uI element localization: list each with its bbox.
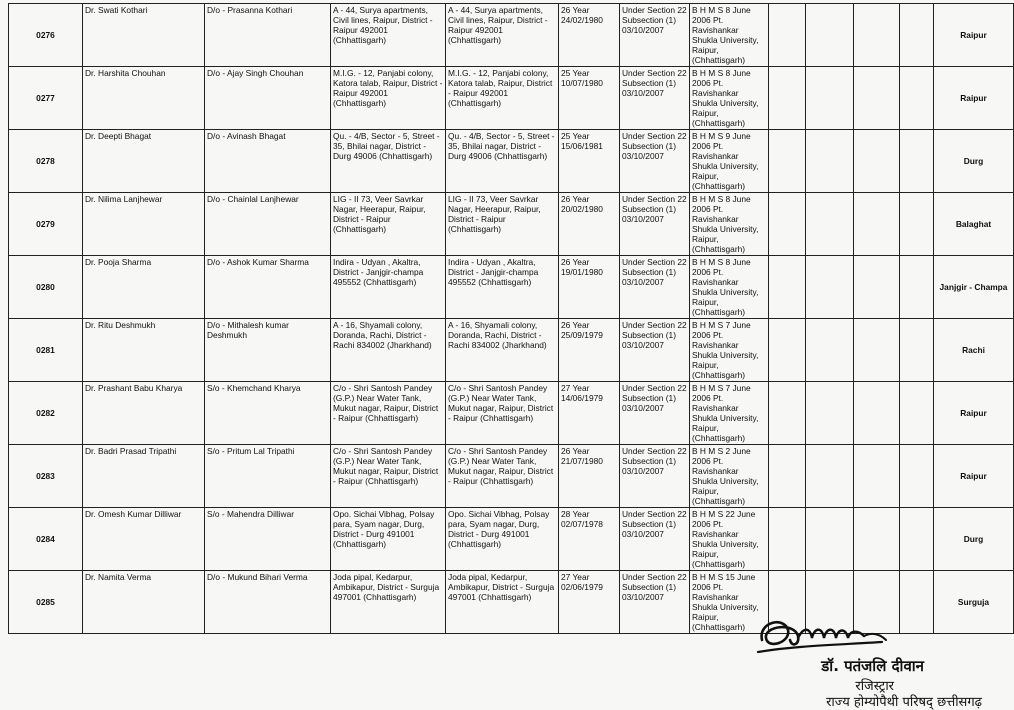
permanent-address: A - 44, Surya apartments, Civil lines, Raipur, District - Raipur 492001 (Chhattisgarh) xyxy=(331,4,446,67)
blank-cell xyxy=(854,382,900,445)
age-dob: 25 Year 15/06/1981 xyxy=(559,130,620,193)
register-table xyxy=(8,3,1014,634)
blank-cell xyxy=(806,4,854,67)
permanent-address: LIG - II 73, Veer Savrkar Nagar, Heerapur, Raipur, District - Raipur (Chhattisgarh) xyxy=(331,193,446,256)
section-date: Under Section 22 Subsection (1) 03/10/2007 xyxy=(620,571,690,634)
section-date: Under Section 22 Subsection (1) 03/10/2007 xyxy=(620,382,690,445)
blank-cell xyxy=(769,445,806,508)
practitioner-name: Dr. Omesh Kumar Dilliwar xyxy=(83,508,205,571)
district: Raipur xyxy=(934,67,1014,130)
blank-cell xyxy=(769,319,806,382)
permanent-address: M.I.G. - 12, Panjabi colony, Katora talab, Raipur, District - Raipur 492001 (Chhattisgarh) xyxy=(331,67,446,130)
blank-cell xyxy=(854,508,900,571)
permanent-address: C/o - Shri Santosh Pandey (G.P.) Near Water Tank, Mukut nagar, Raipur, District - Raipur (Chhattisgarh) xyxy=(331,445,446,508)
reg-number: 0284 xyxy=(9,508,83,571)
section-date: Under Section 22 Subsection (1) 03/10/2007 xyxy=(620,67,690,130)
table-row xyxy=(9,67,1014,130)
table-row xyxy=(9,508,1014,571)
reg-number: 0282 xyxy=(9,382,83,445)
district: Janjgir - Champa xyxy=(934,256,1014,319)
blank-cell xyxy=(769,67,806,130)
relation: D/o - Chainlal Lanjhewar xyxy=(205,193,331,256)
blank-cell xyxy=(900,319,934,382)
blank-cell xyxy=(854,130,900,193)
practitioner-name: Dr. Prashant Babu Kharya xyxy=(83,382,205,445)
relation: D/o - Ajay Singh Chouhan xyxy=(205,67,331,130)
blank-cell xyxy=(806,445,854,508)
reg-number: 0285 xyxy=(9,571,83,634)
blank-cell xyxy=(854,256,900,319)
relation: D/o - Ashok Kumar Sharma xyxy=(205,256,331,319)
blank-cell xyxy=(900,256,934,319)
age-dob: 25 Year 10/07/1980 xyxy=(559,67,620,130)
age-dob: 26 Year 20/02/1980 xyxy=(559,193,620,256)
reg-number: 0278 xyxy=(9,130,83,193)
table-row xyxy=(9,130,1014,193)
present-address: C/o - Shri Santosh Pandey (G.P.) Near Water Tank, Mukut nagar, Raipur, District - Raipur (Chhattisgarh) xyxy=(446,445,559,508)
blank-cell xyxy=(900,67,934,130)
reg-number: 0276 xyxy=(9,4,83,67)
registrar-name: डॉ. पतंजलि दीवान xyxy=(821,657,924,675)
qualification: B H M S 8 June 2006 Pt. Ravishankar Shukla University, Raipur, (Chhattisgarh) xyxy=(690,256,769,319)
reg-number: 0281 xyxy=(9,319,83,382)
relation: D/o - Prasanna Kothari xyxy=(205,4,331,67)
district: Surguja xyxy=(934,571,1014,634)
permanent-address: Qu. - 4/B, Sector - 5, Street - 35, Bhilai nagar, District - Durg 49006 (Chhattisgarh) xyxy=(331,130,446,193)
practitioner-name: Dr. Ritu Deshmukh xyxy=(83,319,205,382)
qualification: B H M S 9 June 2006 Pt. Ravishankar Shukla University, Raipur, (Chhattisgarh) xyxy=(690,130,769,193)
present-address: Joda pipal, Kedarpur, Ambikapur, District - Surguja 497001 (Chhattisgarh) xyxy=(446,571,559,634)
blank-cell xyxy=(769,4,806,67)
relation: S/o - Pritum Lal Tripathi xyxy=(205,445,331,508)
present-address: Qu. - 4/B, Sector - 5, Street - 35, Bhilai nagar, District - Durg 49006 (Chhattisgarh) xyxy=(446,130,559,193)
age-dob: 26 Year 19/01/1980 xyxy=(559,256,620,319)
qualification: B H M S 7 June 2006 Pt. Ravishankar Shukla University, Raipur, (Chhattisgarh) xyxy=(690,319,769,382)
district: Durg xyxy=(934,508,1014,571)
present-address: M.I.G. - 12, Panjabi colony, Katora talab, Raipur, District - Raipur 492001 (Chhattisgarh) xyxy=(446,67,559,130)
blank-cell xyxy=(769,508,806,571)
section-date: Under Section 22 Subsection (1) 03/10/2007 xyxy=(620,193,690,256)
blank-cell xyxy=(806,67,854,130)
practitioner-name: Dr. Pooja Sharma xyxy=(83,256,205,319)
age-dob: 26 Year 25/09/1979 xyxy=(559,319,620,382)
district: Raipur xyxy=(934,382,1014,445)
practitioner-name: Dr. Badri Prasad Tripathi xyxy=(83,445,205,508)
age-dob: 27 Year 14/06/1979 xyxy=(559,382,620,445)
blank-cell xyxy=(769,193,806,256)
blank-cell xyxy=(900,130,934,193)
blank-cell xyxy=(854,445,900,508)
registrar-title: रजिस्ट्रार xyxy=(855,679,894,694)
blank-cell xyxy=(806,508,854,571)
relation: D/o - Mithalesh kumar Deshmukh xyxy=(205,319,331,382)
present-address: Opo. Sichai Vibhag, Polsay para, Syam nagar, Durg, District - Durg 491001 (Chhattisgarh) xyxy=(446,508,559,571)
reg-number: 0280 xyxy=(9,256,83,319)
present-address: C/o - Shri Santosh Pandey (G.P.) Near Water Tank, Mukut nagar, Raipur, District - Raipur (Chhattisgarh) xyxy=(446,382,559,445)
blank-cell xyxy=(900,382,934,445)
blank-cell xyxy=(854,319,900,382)
section-date: Under Section 22 Subsection (1) 03/10/2007 xyxy=(620,445,690,508)
table-row xyxy=(9,445,1014,508)
practitioner-name: Dr. Harshita Chouhan xyxy=(83,67,205,130)
blank-cell xyxy=(806,130,854,193)
age-dob: 26 Year 21/07/1980 xyxy=(559,445,620,508)
blank-cell xyxy=(900,508,934,571)
table-row xyxy=(9,4,1014,67)
qualification: B H M S 8 June 2006 Pt. Ravishankar Shukla University, Raipur, (Chhattisgarh) xyxy=(690,67,769,130)
blank-cell xyxy=(900,193,934,256)
practitioner-name: Dr. Deepti Bhagat xyxy=(83,130,205,193)
age-dob: 28 Year 02/07/1978 xyxy=(559,508,620,571)
table-row xyxy=(9,382,1014,445)
blank-cell xyxy=(854,193,900,256)
table-row xyxy=(9,193,1014,256)
relation: S/o - Khemchand Kharya xyxy=(205,382,331,445)
district: Balaghat xyxy=(934,193,1014,256)
permanent-address: Joda pipal, Kedarpur, Ambikapur, District - Surguja 497001 (Chhattisgarh) xyxy=(331,571,446,634)
blank-cell xyxy=(806,193,854,256)
blank-cell xyxy=(854,4,900,67)
section-date: Under Section 22 Subsection (1) 03/10/2007 xyxy=(620,256,690,319)
qualification: B H M S 8 June 2006 Pt. Ravishankar Shukla University, Raipur, (Chhattisgarh) xyxy=(690,193,769,256)
present-address: A - 16, Shyamali colony, Doranda, Rachi, District - Rachi 834002 (Jharkhand) xyxy=(446,319,559,382)
present-address: Indira - Udyan , Akaltra, District - Janjgir-champa 495552 (Chhattisgarh) xyxy=(446,256,559,319)
section-date: Under Section 22 Subsection (1) 03/10/2007 xyxy=(620,508,690,571)
age-dob: 27 Year 02/06/1979 xyxy=(559,571,620,634)
blank-cell xyxy=(806,256,854,319)
present-address: A - 44, Surya apartments, Civil lines, Raipur, District - Raipur 492001 (Chhattisgarh) xyxy=(446,4,559,67)
blank-cell xyxy=(769,130,806,193)
qualification: B H M S 15 June 2006 Pt. Ravishankar Shukla University, Raipur, (Chhattisgarh) xyxy=(690,571,769,634)
reg-number: 0277 xyxy=(9,67,83,130)
signature-block xyxy=(722,612,982,708)
section-date: Under Section 22 Subsection (1) 03/10/2007 xyxy=(620,130,690,193)
table-row xyxy=(9,256,1014,319)
blank-cell xyxy=(806,382,854,445)
practitioner-name: Dr. Swati Kothari xyxy=(83,4,205,67)
council-name: राज्य होम्योपैथी परिषद् छत्तीसगढ़ xyxy=(826,695,982,710)
blank-cell xyxy=(769,256,806,319)
blank-cell xyxy=(900,445,934,508)
relation: D/o - Avinash Bhagat xyxy=(205,130,331,193)
district: Raipur xyxy=(934,4,1014,67)
blank-cell xyxy=(900,4,934,67)
handwritten-signature xyxy=(754,612,894,658)
district: Rachi xyxy=(934,319,1014,382)
district: Durg xyxy=(934,130,1014,193)
qualification: B H M S 2 June 2006 Pt. Ravishankar Shukla University, Raipur, (Chhattisgarh) xyxy=(690,445,769,508)
reg-number: 0283 xyxy=(9,445,83,508)
district: Raipur xyxy=(934,445,1014,508)
permanent-address: Opo. Sichai Vibhag, Polsay para, Syam nagar, Durg, District - Durg 491001 (Chhattisgarh) xyxy=(331,508,446,571)
practitioner-name: Dr. Namita Verma xyxy=(83,571,205,634)
blank-cell xyxy=(769,382,806,445)
relation: D/o - Mukund Bihari Verma xyxy=(205,571,331,634)
reg-number: 0279 xyxy=(9,193,83,256)
qualification: B H M S 8 June 2006 Pt. Ravishankar Shukla University, Raipur, (Chhattisgarh) xyxy=(690,4,769,67)
practitioner-name: Dr. Nilima Lanjhewar xyxy=(83,193,205,256)
present-address: LIG - II 73, Veer Savrkar Nagar, Heerapur, Raipur, District - Raipur (Chhattisgarh) xyxy=(446,193,559,256)
blank-cell xyxy=(854,67,900,130)
qualification: B H M S 22 June 2006 Pt. Ravishankar Shukla University, Raipur, (Chhattisgarh) xyxy=(690,508,769,571)
qualification: B H M S 7 June 2006 Pt. Ravishankar Shukla University, Raipur, (Chhattisgarh) xyxy=(690,382,769,445)
section-date: Under Section 22 Subsection (1) 03/10/2007 xyxy=(620,4,690,67)
permanent-address: C/o - Shri Santosh Pandey (G.P.) Near Water Tank, Mukut nagar, Raipur, District - Raipur (Chhattisgarh) xyxy=(331,382,446,445)
blank-cell xyxy=(806,319,854,382)
table-row xyxy=(9,319,1014,382)
section-date: Under Section 22 Subsection (1) 03/10/2007 xyxy=(620,319,690,382)
relation: S/o - Mahendra Dilliwar xyxy=(205,508,331,571)
permanent-address: Indira - Udyan , Akaltra, District - Janjgir-champa 495552 (Chhattisgarh) xyxy=(331,256,446,319)
age-dob: 26 Year 24/02/1980 xyxy=(559,4,620,67)
permanent-address: A - 16, Shyamali colony, Doranda, Rachi, District - Rachi 834002 (Jharkhand) xyxy=(331,319,446,382)
